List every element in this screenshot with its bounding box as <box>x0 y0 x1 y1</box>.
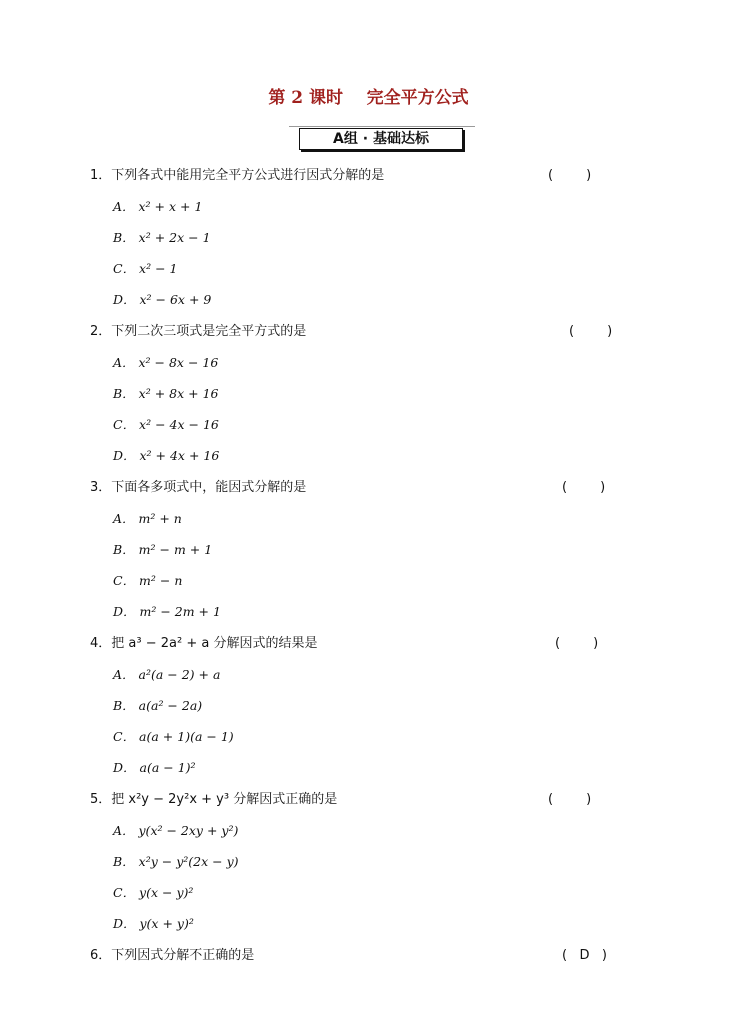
question-5-option-d: D． y(x + y)² <box>113 916 194 931</box>
question-4-answer: ( ) <box>555 636 599 651</box>
question-1-stem: 1．下列各式中能用完全平方公式进行因式分解的是 <box>90 168 385 183</box>
question-3-answer: ( ) <box>562 480 606 495</box>
question-2-option-c: C． x² − 4x − 16 <box>113 417 219 432</box>
group-a-header <box>297 124 467 154</box>
question-5-option-a: A． y(x² − 2xy + y²) <box>113 823 239 838</box>
question-1-answer: ( ) <box>548 168 592 183</box>
group-a-label: A组 · 基础达标 <box>299 128 463 150</box>
question-5-option-b: B． x²y − y²(2x − y) <box>113 854 239 869</box>
header-rule <box>289 126 475 127</box>
question-4-option-a: A． a²(a − 2) + a <box>113 667 221 682</box>
question-4-option-c: C． a(a + 1)(a − 1) <box>113 729 234 744</box>
question-2-option-a: A． x² − 8x − 16 <box>113 355 219 370</box>
question-5-option-c: C． y(x − y)² <box>113 885 194 900</box>
question-1-option-d: D． x² − 6x + 9 <box>113 292 212 307</box>
question-2-stem: 2．下列二次三项式是完全平方式的是 <box>90 324 307 339</box>
question-2-option-b: B． x² + 8x + 16 <box>113 386 219 401</box>
question-6-stem: 6．下列因式分解不正确的是 <box>90 948 255 963</box>
question-3-option-a: A． m² + n <box>113 511 182 526</box>
question-3-stem: 3．下面各多项式中，能因式分解的是 <box>90 480 307 495</box>
question-2-answer: ( ) <box>569 324 613 339</box>
question-4-stem: 4．把 a³ − 2a² + a 分解因式的结果是 <box>90 636 318 651</box>
question-3-option-c: C． m² − n <box>113 573 183 588</box>
question-6-answer: ( D ) <box>562 948 607 963</box>
question-4-option-b: B． a(a² − 2a) <box>113 698 203 713</box>
question-5-stem: 5．把 x²y − 2y²x + y³ 分解因式正确的是 <box>90 792 338 807</box>
question-3-option-d: D． m² − 2m + 1 <box>113 604 221 619</box>
question-1-option-b: B． x² + 2x − 1 <box>113 230 211 245</box>
lesson-title: 第 2 课时 完全平方公式 <box>268 88 469 108</box>
question-2-option-d: D． x² + 4x + 16 <box>113 448 220 463</box>
question-5-answer: ( ) <box>548 792 592 807</box>
question-1-option-c: C． x² − 1 <box>113 261 178 276</box>
question-4-option-d: D． a(a − 1)² <box>113 760 196 775</box>
question-1-option-a: A． x² + x + 1 <box>113 199 203 214</box>
question-3-option-b: B． m² − m + 1 <box>113 542 213 557</box>
